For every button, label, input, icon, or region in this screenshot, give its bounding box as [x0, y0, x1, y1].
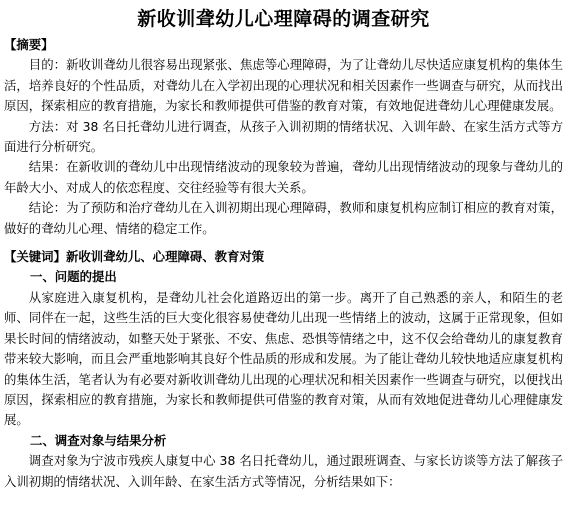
abstract-heading: 【摘要】 — [4, 37, 54, 52]
section-survey-paragraph: 调查对象为宁波市残疾人康复中心 38 名日托聋幼儿，通过跟班调查、与家长访谈等方法了解孩子入训初期的情绪状况、入训年龄、在家生活方式等情况，分析结果如下： — [4, 453, 563, 489]
keywords: 【关键词】新收训聋幼儿、心理障碍、教育对策 — [4, 249, 265, 265]
section-problem-paragraph: 从家庭进入康复机构，是聋幼儿社会化道路迈出的第一步。离开了自己熟悉的亲人，和陌生的老师、同伴在一起，这些生活的巨大变化很容易使聋幼儿出现一些情绪上的波动，这属于正常现象，但如果长时间的情绪波动，如整天处于紧张、不安、焦虑、恐惧等情绪之中，这不仅会给聋幼儿的康复教育带来较大影响，而且会严重地影响其良好个性品质的形成和发展。为了能让聋幼儿较快地适应康复机构的集体生活，笔者认为有必要对新收训聋幼儿出现的心理状况和相关因素作一些调查与研究，以便找出原因，探索相应的教育措施，为家长和教师提供可借鉴的教育对策，从而有效地促进聋幼儿心理健康发展。 — [4, 289, 563, 428]
abstract-conclusion: 结论：为了预防和治疗聋幼儿在入训初期出现心理障碍，教师和康复机构应制订相应的教育对策，做好的聋幼儿心理、情绪的稳定工作。 — [4, 200, 563, 236]
document-title: 新收训聋幼儿心理障碍的调查研究 — [137, 8, 430, 30]
section-heading-survey: 二、调查对象与结果分析 — [30, 432, 167, 448]
section-heading-problem: 一、问题的提出 — [30, 269, 117, 285]
abstract-objective: 目的：新收训聋幼儿很容易出现紧张、焦虑等心理障碍，为了让聋幼儿尽快适应康复机构的集体生活，培养良好的个性品质，对聋幼儿在入学初出现的心理状况和相关因素作一些调查与研究，从而找出原因，探索相应的教育措施，为家长和教师提供可借鉴的教育对策，有效地促进聋幼儿心理健康发展。 — [4, 57, 563, 114]
abstract-result: 结果：在新收训的聋幼儿中出现情绪波动的现象较为普遍，聋幼儿出现情绪波动的现象与聋幼儿的年龄大小、对成人的依恋程度、交往经验等有很大关系。 — [4, 159, 563, 195]
abstract-method: 方法：对 38 名日托聋幼儿进行调查，从孩子入训初期的情绪状况、入训年龄、在家生活方式等方面进行分析研究。 — [4, 118, 563, 155]
